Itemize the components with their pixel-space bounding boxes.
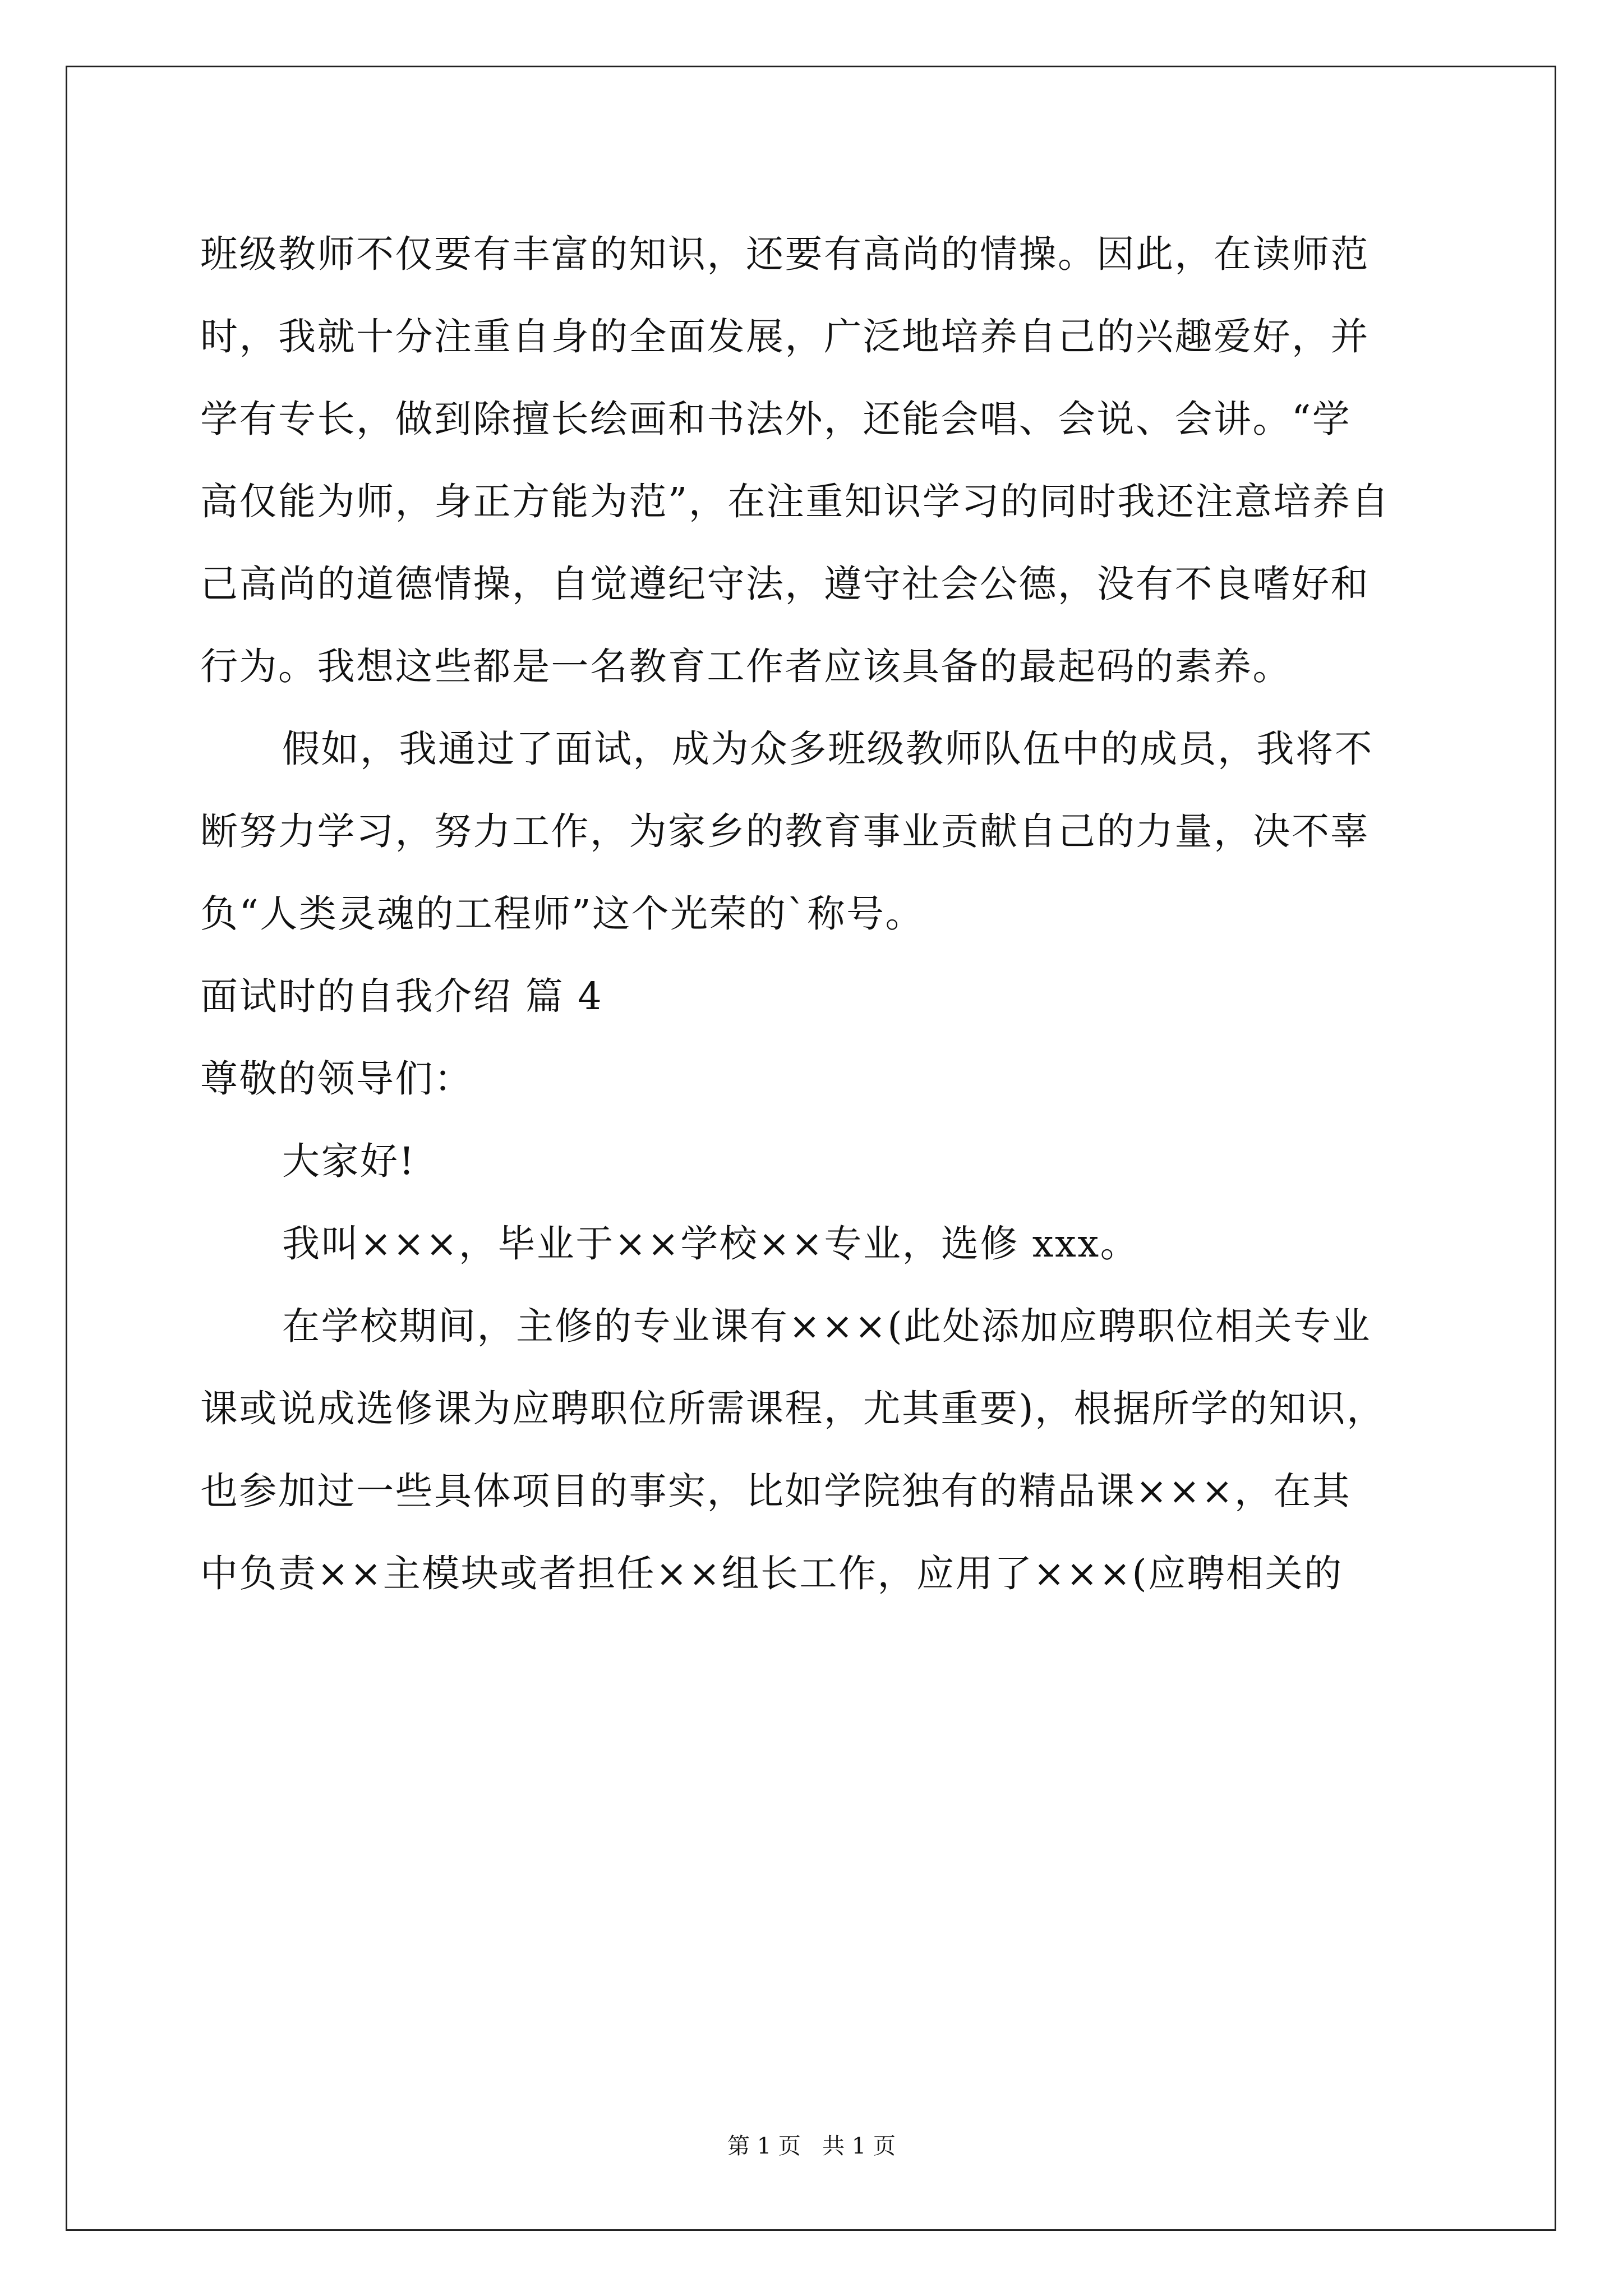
paragraph-line: 时，我就十分注重自身的全面发展，广泛地培养自己的兴趣爱好，并 (200, 315, 1370, 358)
paragraph-line: 行为。我想这些都是一名教育工作者应该具备的最起码的素养。 (200, 645, 1292, 688)
paragraph-line: 高仅能为师，身正方能为范”，在注重知识学习的同时我还注意培养自 (200, 480, 1390, 523)
paragraph-line: 在学校期间，主修的专业课有×××(此处添加应聘职位相关专业 (282, 1304, 1372, 1348)
paragraph-line: 也参加过一些具体项目的事实，比如学院独有的精品课×××，在其 (200, 1469, 1352, 1513)
paragraph-line: 中负责××主模块或者担任××组长工作，应用了×××(应聘相关的 (200, 1552, 1343, 1595)
section-heading: 面试时的自我介绍 篇 4 (200, 974, 603, 1018)
paragraph-line: 负“人类灵魂的工程师”这个光荣的`称号。 (200, 892, 925, 936)
paragraph-line: 班级教师不仅要有丰富的知识，还要有高尚的情操。因此，在读师范 (200, 232, 1370, 276)
paragraph-line: 我叫×××，毕业于××学校××专业，选修 xxx。 (282, 1222, 1140, 1266)
greeting: 大家好! (282, 1139, 416, 1183)
paragraph-line: 己高尚的道德情操，自觉遵纪守法，遵守社会公德，没有不良嗜好和 (200, 562, 1370, 606)
paragraph-line: 假如，我通过了面试，成为众多班级教师队伍中的成员，我将不 (282, 727, 1373, 771)
paragraph-line: 学有专长，做到除擅长绘画和书法外，还能会唱、会说、会讲。“学 (200, 397, 1352, 441)
page-footer: 第 1 页 共 1 页 (727, 2133, 896, 2159)
paragraph-line: 课或说成选修课为应聘职位所需课程，尤其重要)，根据所学的知识， (200, 1387, 1386, 1430)
salutation: 尊敬的领导们： (200, 1057, 473, 1101)
paragraph-line: 断努力学习，努力工作，为家乡的教育事业贡献自己的力量，决不辜 (200, 809, 1370, 853)
